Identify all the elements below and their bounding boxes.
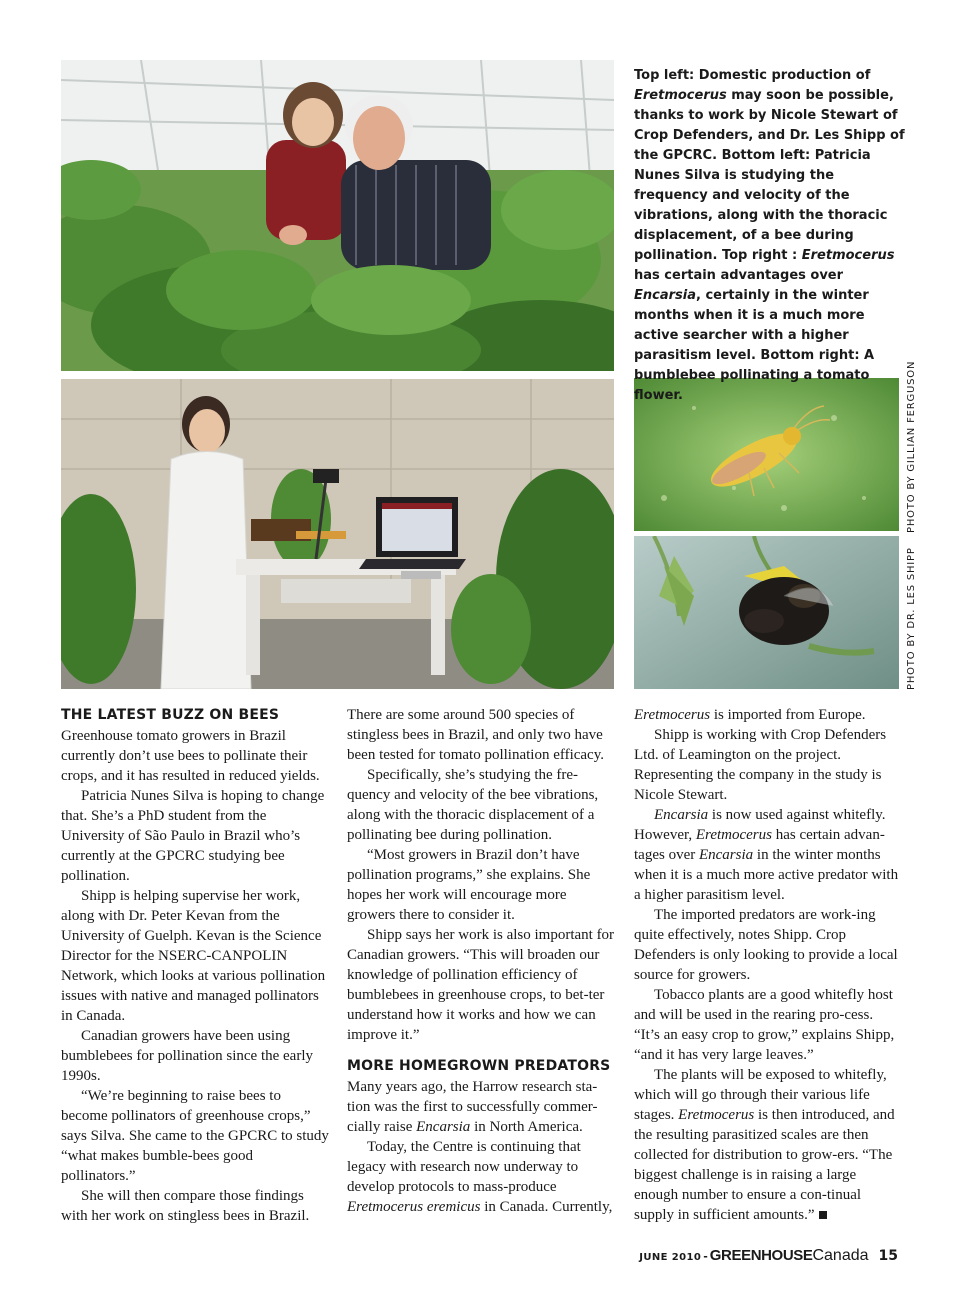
paragraph: “Most growers in Brazil don’t have pollination programs,” she explains. She hopes her work will encourage more growers there to consider it. [347,847,591,923]
column-2-body-top [347,705,615,1045]
article-column-1 [61,705,329,1226]
article-column-3 [634,705,902,1225]
paragraph: Tobacco plants are a good whitefly host and will be used in the rearing pro-cess. “It’s an easy crop to grow,” explains Shipp, “and it has very large leaves.” [634,987,895,1063]
paragraph: She will then compare those findings with her work on stingless bees in Brazil. [61,1188,310,1224]
photo-researcher-lab-setup [61,379,614,689]
page-number: 15 [878,1248,898,1264]
paragraph: The plants will be exposed to whitefly, which will go through their various life stages. Eretmocerus is then introduced, and the resulting parasitized scales are then collected for distribution to grow-ers. “The biggest challenge is in raising a large enough number to ensure a con-tinual supply in sufficient amounts.” [634,1067,895,1223]
section-heading-bees: THE LATEST BUZZ ON BEES [61,707,280,723]
photo-researchers-tobacco-plants [61,60,614,371]
paragraph: Shipp says her work is also important for Canadian growers. “This will broaden our knowledge of pollination efficiency of bumblebees in greenhouse crops, to bet-ter understand how it works and how we can improve it.” [347,927,615,1043]
photo-bumblebee-tomato-flower [634,536,899,689]
photo-credit-shipp: PHOTO BY DR. LES SHIPP [906,547,917,690]
issue-date: JUNE 2010 [639,1252,702,1263]
paragraph: Shipp is helping supervise her work, along with Dr. Peter Kevan from the University of Guelph. Kevan is the Science Director for the NSERC-CANPOLIN Network, which looks at various pollination issues with native and managed pollinators in Canada. [61,888,326,1024]
paragraph: Encarsia is now used against whitefly. However, Eretmocerus has certain advan-tages over Encarsia in the winter months when it is a much more active predator with a higher parasitism level. [634,807,899,903]
paragraph: Today, the Centre is continuing that legacy with research now underway to develop protocols to mass-produce Eretmocerus eremicus in Canada. Currently, [347,1139,613,1215]
column-1-body [61,726,329,1226]
page-footer [639,1247,898,1265]
paragraph: Greenhouse tomato growers in Brazil currently don’t use bees to pollinate their crops, and it has resulted in reduced yields. [61,728,320,784]
column-3-body [634,705,902,1225]
photo-credit-ferguson: PHOTO BY GILLIAN FERGUSON [906,360,917,533]
column-2-body-bottom [347,1077,615,1217]
paragraph: Shipp is working with Crop Defenders Ltd. of Leamington on the project. Representing the company in the study is Nicole Stewart. [634,727,887,803]
paragraph: Canadian growers have been using bumblebees for pollination since the early 1990s. [61,1028,314,1084]
magazine-name-bold: GREENHOUSE [709,1247,813,1264]
paragraph: There are some around 500 species of stingless bees in Brazil, and only two have been tested for tomato pollination efficacy. [347,707,604,763]
article-end-mark [819,1211,827,1219]
paragraph: Eretmocerus is imported from Europe. [634,707,866,723]
magazine-name-light: Canada [812,1247,869,1264]
article-column-2 [347,705,615,1217]
paragraph: Many years ago, the Harrow research sta-tion was the first to successfully commer-cially raise Encarsia in North America. [347,1079,598,1135]
paragraph: The imported predators are work-ing quite effectively, notes Shipp. Crop Defenders is only looking to provide a local source for growers. [634,907,898,983]
paragraph: Specifically, she’s studying the fre-quency and velocity of the bee vibrations, along with the thoracic displacement of a pollinating bee during pollination. [347,767,599,843]
paragraph: “We’re beginning to raise bees to become pollinators of greenhouse crops,” says Silva. She came to the GPCRC to study “what makes bumble-bees good pollinators.” [61,1088,329,1184]
paragraph: Patricia Nunes Silva is hoping to change that. She’s a PhD student from the University of São Paulo in Brazil who’s currently at the GPCRC studying bee pollination. [61,788,325,884]
photo-caption [634,66,909,406]
section-heading-predators: MORE HOMEGROWN PREDATORS [347,1058,611,1074]
caption-text: Top left: Domestic production of Eretmocerus may soon be possible, thanks to work by Nicole Stewart of Crop Defenders, and Dr. Les Shipp of the GPCRC. Bottom left: Patricia Nunes Silva is studying the frequency and velocity of the vibrations, along with the thoracic displacement, of a bee during pollination. Top right : Eretmocerus has certain advantages over Encarsia, certainly in the winter months when it is a much more active searcher with a higher parasitism level. Bottom right: A bumblebee pollinating a tomato flower. [634,68,905,403]
footer-separator: - [703,1250,708,1263]
